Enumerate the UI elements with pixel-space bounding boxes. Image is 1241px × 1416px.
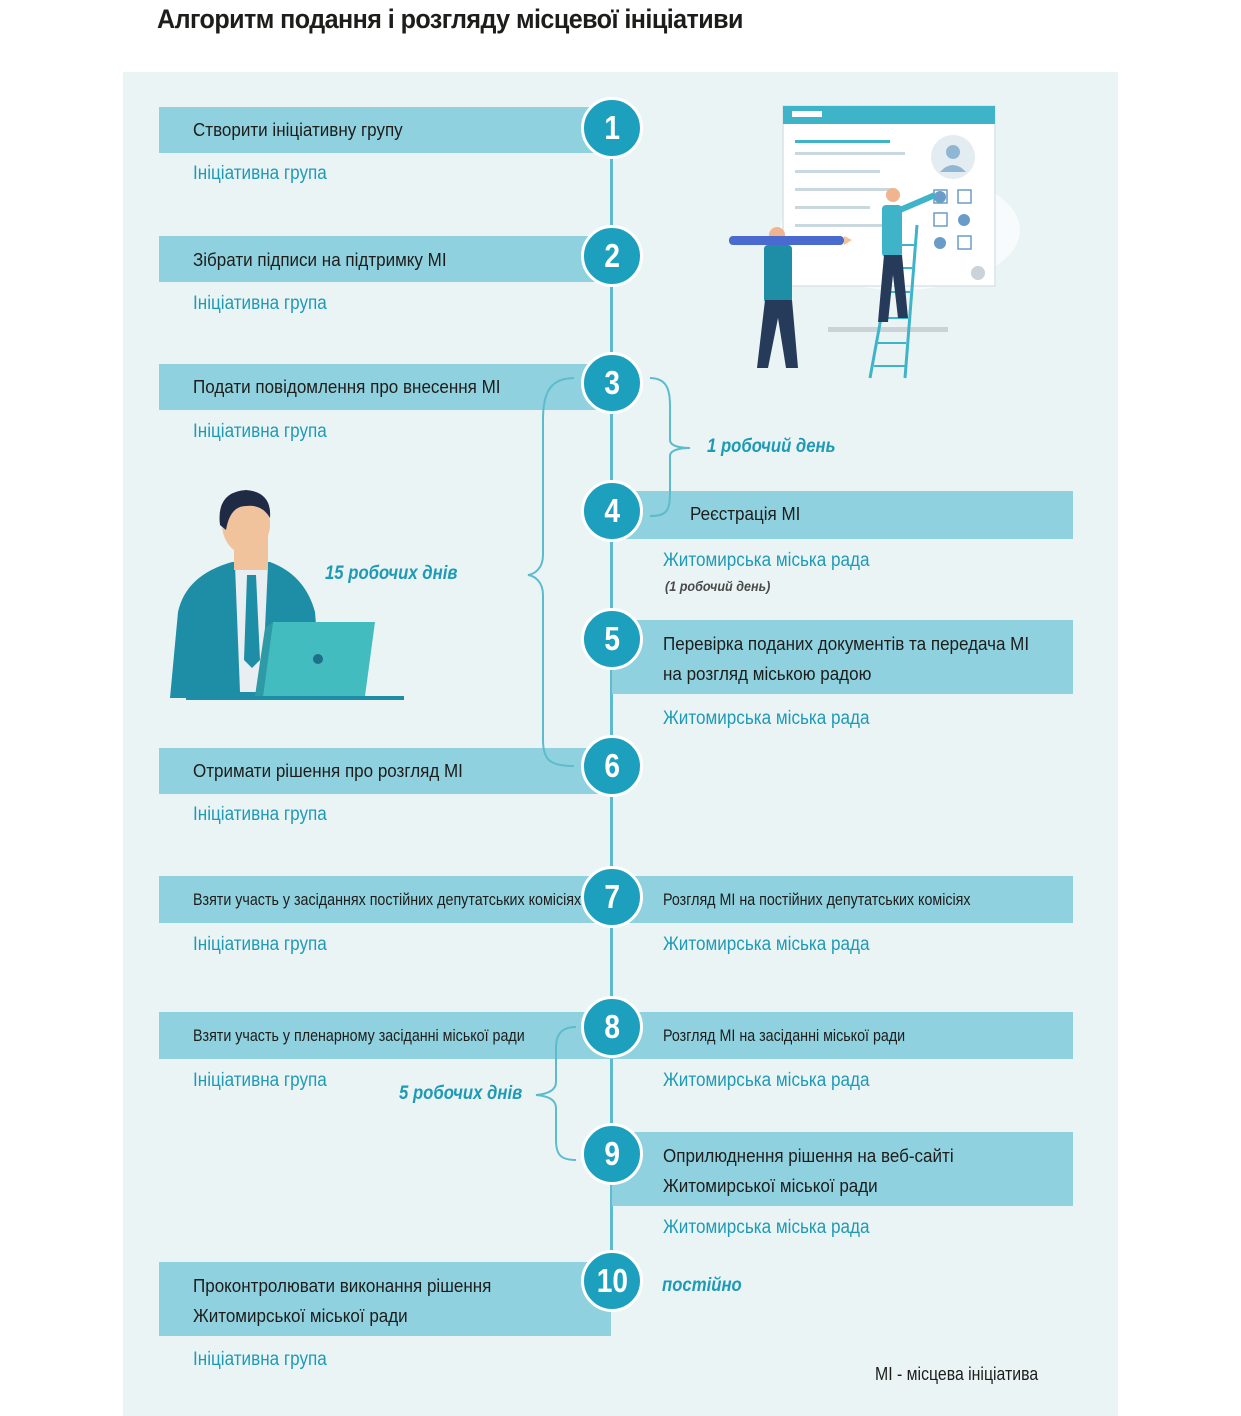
step-10-actor: Ініціативна група (193, 1349, 327, 1370)
step-1-actor: Ініціативна група (193, 163, 327, 184)
step-3-actor: Ініціативна група (193, 421, 327, 442)
step-10-text-line1: Проконтролювати виконання рішення (193, 1275, 492, 1296)
step-1-text: Створити ініціативну групу (193, 119, 403, 140)
step-2-text: Зібрати підписи на підтримку МІ (193, 249, 447, 270)
duration-step-3-4: 1 робочий день (707, 436, 836, 457)
step-6-number: 6 (581, 735, 643, 797)
step-6-actor: Ініціативна група (193, 804, 327, 825)
businessman-laptop-illustration (170, 490, 404, 700)
step-9-actor: Житомирська міська рада (663, 1217, 870, 1238)
step-2-number: 2 (581, 225, 643, 287)
step-9-number: 9 (581, 1123, 643, 1185)
step-1-number: 1 (581, 97, 643, 159)
step-8-number: 8 (581, 996, 643, 1058)
step-7-left-text: Взяти участь у засіданнях постійних депутатських комісіях (193, 890, 582, 909)
duration-step-10: постійно (662, 1275, 742, 1296)
duration-step-8-9: 5 робочих днів (399, 1083, 523, 1104)
checklist-board-illustration (729, 106, 1020, 378)
step-7-right-text: Розгляд МІ на постійних депутатських комісіях (663, 890, 971, 909)
brace-step-3-4 (650, 378, 690, 516)
step-5-number: 5 (581, 608, 643, 670)
step-5-text-line1: Перевірка поданих документів та передача МІ (663, 633, 1030, 654)
step-7-right-actor: Житомирська міська рада (663, 934, 870, 955)
step-8-left-text: Взяти участь у пленарному засіданні міської ради (193, 1026, 525, 1045)
step-7-number: 7 (581, 866, 643, 928)
page-title: Алгоритм подання і розгляду місцевої ініціативи (157, 4, 743, 34)
step-8-right-actor: Житомирська міська рада (663, 1070, 870, 1091)
step-6-text: Отримати рішення про розгляд МІ (193, 760, 463, 781)
step-8-right-text: Розгляд МІ на засіданні міської ради (663, 1026, 906, 1045)
step-4-text: Реєстрація МІ (690, 503, 801, 524)
step-10-number: 10 (581, 1250, 643, 1312)
step-3-number: 3 (581, 352, 643, 414)
step-7-left-actor: Ініціативна група (193, 934, 327, 955)
legend-abbreviation: МІ - місцева ініціатива (875, 1364, 1039, 1384)
brace-step-8-9 (536, 1027, 576, 1160)
step-2-actor: Ініціативна група (193, 293, 327, 314)
step-4-note: (1 робочий день) (665, 578, 771, 594)
step-9-text-line2: Житомирської міської ради (663, 1175, 878, 1196)
step-4-number: 4 (581, 480, 643, 542)
step-10-text-line2: Житомирської міської ради (193, 1305, 408, 1326)
step-4-actor: Житомирська міська рада (663, 550, 870, 571)
step-5-text-line2: на розгляд міською радою (663, 663, 872, 684)
duration-step-3-6: 15 робочих днів (325, 563, 458, 584)
step-3-text: Подати повідомлення про внесення МІ (193, 376, 501, 397)
step-8-left-actor: Ініціативна група (193, 1070, 327, 1091)
step-9-text-line1: Оприлюднення рішення на веб-сайті (663, 1145, 954, 1166)
brace-step-3-6 (528, 378, 574, 766)
step-5-actor: Житомирська міська рада (663, 708, 870, 729)
